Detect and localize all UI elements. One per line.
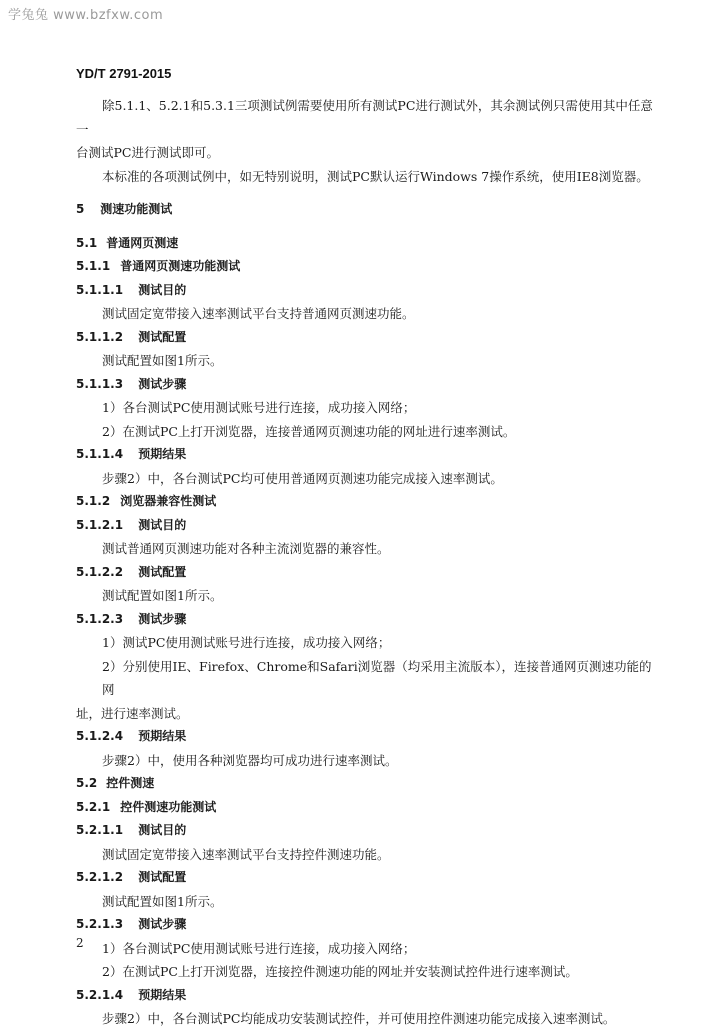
section-text: 测试普通网页测速功能对各种主流浏览器的兼容性。 <box>102 541 390 556</box>
section-title: 普通网页测速 <box>106 235 179 250</box>
section-text: 步骤2）中，各台测试PC均可使用普通网页测速功能完成接入速率测试。 <box>102 470 503 486</box>
section-heading-5-2-1-2 <box>76 866 656 890</box>
section-number: 5.2 <box>76 776 98 790</box>
section-heading-5-1-2-1 <box>76 514 656 538</box>
section-heading-5-2 <box>76 772 656 796</box>
section-text: 步骤2）中，各台测试PC均能成功安装测试控件，并可使用控件测速功能完成接入速率测试。 <box>102 1011 616 1026</box>
section-text: 测试配置如图1所示。 <box>102 353 223 368</box>
section-text: 步骤2）中，使用各种浏览器均可成功进行速率测试。 <box>102 752 398 768</box>
section-number: 5.1.2.3 <box>76 611 124 626</box>
section-title: 测试目的 <box>138 517 187 532</box>
test-step: 2）分别使用IE、Firefox、Chrome和Safari浏览器（均采用主流版本），连接普通网页测速功能的网 <box>102 658 652 697</box>
section-text: 测试配置如图1所示。 <box>102 893 223 909</box>
test-step: 2）在测试PC上打开浏览器，连接普通网页测速功能的网址进行速率测试。 <box>102 423 516 439</box>
section-heading-5 <box>76 198 656 222</box>
section-heading-5-1-1-2 <box>76 326 656 350</box>
section-number: 5.2.1.4 <box>76 987 124 1002</box>
section-title: 预期结果 <box>138 447 187 461</box>
section-heading-5-2-1-1 <box>76 819 656 843</box>
watermark: 学兔兔 www.bzfxw.com <box>8 8 164 23</box>
section-heading-5-1-2 <box>76 490 656 514</box>
section-title: 预期结果 <box>138 987 187 1002</box>
section-text: 测试固定宽带接入速率测试平台支持普通网页测速功能。 <box>102 306 415 321</box>
section-number: 5.2.1.2 <box>76 870 124 884</box>
section-heading-5-1-2-2 <box>76 561 656 585</box>
section-title: 浏览器兼容性测试 <box>120 494 217 508</box>
test-step-cont: 址，进行速率测试。 <box>76 705 189 721</box>
section-number: 5.1.1.2 <box>76 329 124 344</box>
section-title: 预期结果 <box>138 729 187 743</box>
section-title: 测试步骤 <box>138 376 187 391</box>
section-title: 测试配置 <box>138 870 187 884</box>
section-title: 普通网页测速功能测试 <box>120 259 241 273</box>
section-title: 控件测速 <box>106 776 155 790</box>
section-heading-5-1-2-3 <box>76 608 656 632</box>
section-heading-5-2-1-4 <box>76 984 656 1008</box>
section-number: 5.1.2.1 <box>76 517 124 532</box>
section-heading-5-1-1 <box>76 255 656 279</box>
document-code: YD/T 2791-2015 <box>76 66 172 81</box>
section-number: 5.1.1.1 <box>76 282 124 297</box>
section-number: 5.1.2 <box>76 494 111 508</box>
section-heading-5-1-2-4 <box>76 725 656 749</box>
section-title: 测试步骤 <box>138 917 187 931</box>
intro-paragraph-1-cont: 台测试PC进行测试即可。 <box>76 145 219 160</box>
section-number: 5.1.1 <box>76 259 111 273</box>
section-heading-5-2-1-3 <box>76 913 656 937</box>
section-heading-5-1-1-1 <box>76 279 656 303</box>
section-number: 5.2.1.3 <box>76 917 124 931</box>
section-number: 5.1.1.4 <box>76 447 124 461</box>
section-heading-5-2-1 <box>76 796 656 820</box>
section-number: 5.1.2.4 <box>76 729 124 743</box>
section-number: 5.2.1.1 <box>76 823 124 837</box>
section-number: 5.1.2.2 <box>76 564 124 579</box>
section-heading-5-1 <box>76 232 656 256</box>
section-title: 测试步骤 <box>138 611 187 626</box>
intro-paragraph-1: 除5.1.1、5.2.1和5.3.1三项测试例需要使用所有测试PC进行测试外，其余测试例只需使用其中任意一 <box>76 98 653 137</box>
page-body <box>76 94 656 1031</box>
section-number: 5 <box>76 202 85 216</box>
intro-paragraph-2: 本标准的各项测试例中，如无特别说明，测试PC默认运行Windows 7操作系统，使用IE8浏览器。 <box>102 168 649 184</box>
section-title: 测试目的 <box>138 823 187 837</box>
page-number: 2 <box>76 936 84 950</box>
section-heading-5-1-1-4 <box>76 443 656 467</box>
section-title: 测速功能测试 <box>100 202 173 216</box>
test-step: 1）各台测试PC使用测试账号进行连接，成功接入网络； <box>102 940 416 956</box>
section-number: 5.1 <box>76 235 98 250</box>
section-number: 5.1.1.3 <box>76 376 124 391</box>
test-step: 1）测试PC使用测试账号进行连接，成功接入网络； <box>102 635 391 650</box>
section-text: 测试配置如图1所示。 <box>102 588 223 603</box>
section-text: 测试固定宽带接入速率测试平台支持控件测速功能。 <box>102 846 390 862</box>
test-step: 2）在测试PC上打开浏览器，连接控件测速功能的网址并安装测试控件进行速率测试。 <box>102 964 578 979</box>
section-number: 5.2.1 <box>76 799 111 814</box>
section-title: 测试配置 <box>138 329 187 344</box>
section-heading-5-1-1-3 <box>76 373 656 397</box>
section-title: 测试目的 <box>138 282 187 297</box>
section-title: 控件测速功能测试 <box>120 799 217 814</box>
section-title: 测试配置 <box>138 564 187 579</box>
test-step: 1）各台测试PC使用测试账号进行连接，成功接入网络； <box>102 400 416 415</box>
